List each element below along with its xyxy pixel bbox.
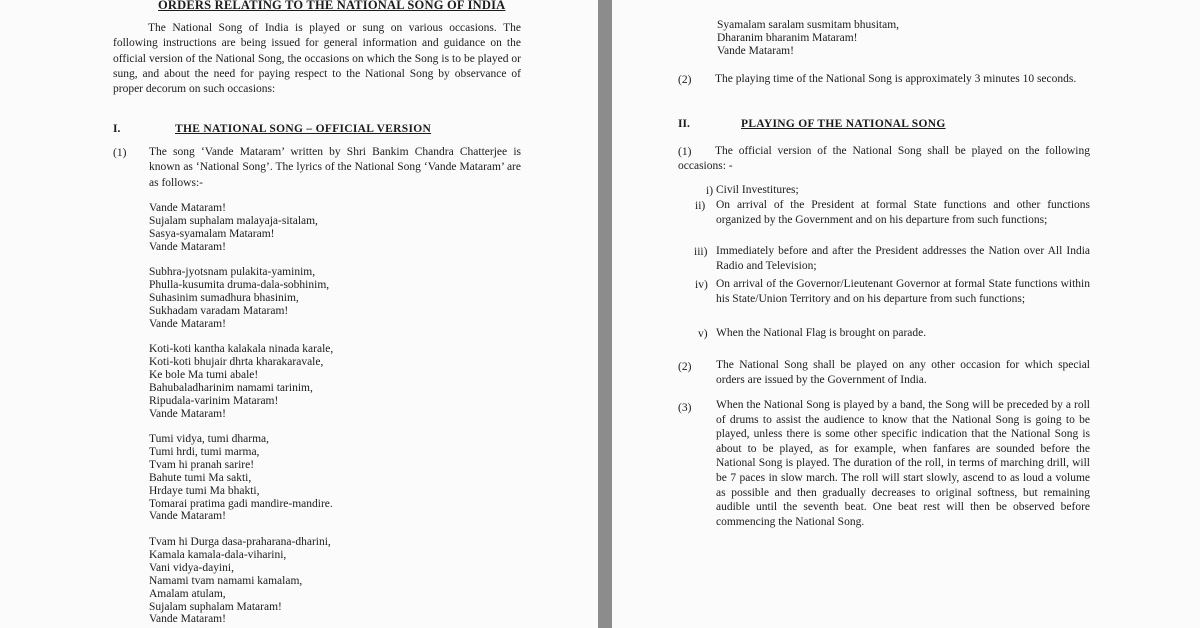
- lyric-line: Phulla-kusumita druma-dala-sobhinim,: [149, 278, 330, 291]
- occasions-intro-paragraph: The official version of the National Song shall be played on the following occasions: -: [678, 145, 1090, 173]
- lyric-line: Vani vidya-dayini,: [149, 561, 234, 574]
- lyric-line: Tvam hi pranah sarire!: [149, 458, 255, 471]
- lyric-line: Koti-koti bhujair dhrta kharakaravale,: [149, 355, 324, 368]
- section-heading: PLAYING OF THE NATIONAL SONG: [741, 118, 946, 130]
- right-page: [612, 0, 1200, 628]
- para-number: (2): [678, 361, 692, 373]
- list-item: When the National Flag is brought on parade.: [716, 327, 927, 339]
- lyric-line: Tvam hi Durga dasa-praharana-dharini,: [149, 536, 331, 548]
- stanza-1: [149, 202, 318, 254]
- lyric-line: Namami tvam namami kamalam,: [149, 574, 303, 587]
- section-number: I.: [113, 123, 121, 135]
- list-number: iii): [694, 246, 708, 258]
- lyric-line: Hrdaye tumi Ma bhakti,: [149, 484, 260, 497]
- document-title: ORDERS RELATING TO THE NATIONAL SONG OF INDIA: [158, 0, 506, 12]
- lyric-line: Vande Mataram!: [717, 44, 794, 57]
- lyric-line: Syamalam saralam susmitam bhusitam,: [717, 19, 900, 31]
- lyric-line: Vande Mataram!: [149, 202, 226, 214]
- lyric-line: Koti-koti kantha kalakala ninada karale,: [149, 343, 334, 355]
- lyric-line: Vande Mataram!: [149, 317, 226, 330]
- lyric-line: Dharanim bharanim Mataram!: [717, 31, 858, 44]
- list-number: i): [706, 185, 714, 197]
- list-number: ii): [695, 200, 706, 212]
- intro-paragraph: The National Song of India is played or sung on various occasions. The following instructions are being issued for general information and guidance on the official version of the National Song, the occasions on which the Song is to be played or sung, and about the need for paying respect to the National Song by observance of proper decorum on such occasions:: [113, 22, 521, 96]
- section-number: II.: [678, 118, 690, 130]
- lyric-line: Suhasinim sumadhura bhasinim,: [149, 291, 299, 304]
- para-number: (1): [113, 147, 127, 159]
- page-gutter: [598, 0, 612, 628]
- lyric-line: Sujalam suphalam malayaja-sitalam,: [149, 214, 318, 227]
- lyric-line: Vande Mataram!: [149, 613, 226, 626]
- lyric-line: Tumi vidya, tumi dharma,: [149, 433, 270, 445]
- stanza-3: [149, 343, 333, 420]
- stanza-end: [717, 19, 899, 58]
- lyric-line: Kamala kamala-dala-viharini,: [149, 548, 287, 561]
- list-item: Civil Investitures;: [716, 184, 799, 196]
- section-heading: THE NATIONAL SONG – OFFICIAL VERSION: [175, 123, 432, 135]
- lyric-line: Ripudala-varinim Mataram!: [149, 394, 279, 407]
- list-item: On arrival of the President at formal State functions and other functions organized by the Government and on his departure from such functions;: [716, 199, 1090, 227]
- lyric-line: Sukhadam varadam Mataram!: [149, 304, 289, 317]
- playing-time-paragraph: The playing time of the National Song is approximately 3 minutes 10 seconds.: [715, 73, 1077, 85]
- stanza-5: [149, 536, 331, 626]
- lyric-line: Tomarai pratima gadi mandire-mandire.: [149, 497, 333, 510]
- list-number: iv): [695, 279, 708, 291]
- lyric-line: Vande Mataram!: [149, 510, 226, 523]
- lyric-line: Subhra-jyotsnam pulakita-yaminim,: [149, 266, 316, 278]
- stanza-2: [149, 266, 329, 331]
- lyric-line: Ke bole Ma tumi abale!: [149, 368, 259, 381]
- lyric-line: Bahute tumi Ma sakti,: [149, 471, 252, 484]
- list-item: Immediately before and after the President addresses the Nation over All India Radio and Television;: [716, 245, 1090, 273]
- left-page: [0, 0, 598, 628]
- lyric-line: Tumi hrdi, tumi marma,: [149, 445, 260, 458]
- stanza-4: [149, 433, 333, 523]
- para-number: (1): [678, 146, 692, 158]
- para-number: (2): [678, 74, 692, 86]
- list-number: v): [698, 328, 708, 340]
- para-number: (3): [678, 402, 692, 414]
- lyric-line: Amalam atulam,: [149, 587, 226, 600]
- lyric-line: Vande Mataram!: [149, 240, 226, 253]
- lyric-line: Sujalam suphalam Mataram!: [149, 600, 282, 613]
- lyric-line: Sasya-syamalam Mataram!: [149, 227, 275, 240]
- lyric-line: Vande Mataram!: [149, 407, 226, 420]
- lyrics-intro-paragraph: The song ‘Vande Mataram’ written by Shri Bankim Chandra Chatterjee is known as ‘National Song’. The lyrics of the National Song ‘Vande Mataram’ are as follows:-: [149, 146, 521, 189]
- band-paragraph: When the National Song is played by a band, the Song will be preceded by a roll of drums to assist the audience to know that the National Song is going to be played, unless there is some other specific indication that the National Song is about to be played, as for example, when fanfares are sounded before the National Song is played. The duration of the roll, in terms of marching drill, will be 7 paces in slow march. The roll will start slowly, ascend to as loud a volume as possible and then gradually decreases to original softness, but remaining audible until the seventh beat. One beat rest will then be observed before commencing the National Song.: [716, 399, 1090, 528]
- lyric-line: Bahubaladharinim namami tarinim,: [149, 381, 313, 394]
- special-orders-paragraph: The National Song shall be played on any other occasion for which special orders are issued by the Government of India.: [716, 359, 1090, 387]
- list-item: On arrival of the Governor/Lieutenant Governor at formal State functions within his State/Union Territory and on his departure from such functions;: [716, 278, 1090, 306]
